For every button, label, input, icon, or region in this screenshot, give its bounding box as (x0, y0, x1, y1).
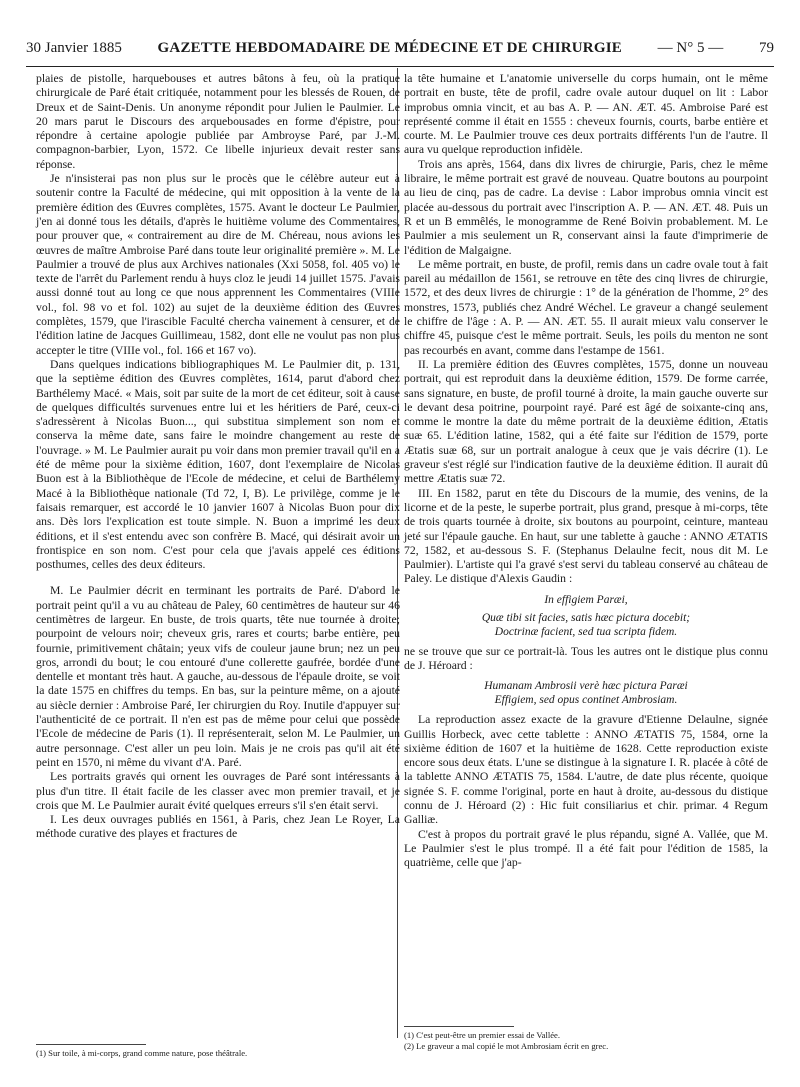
header-rule (26, 66, 774, 67)
paragraph: Dans quelques indications bibliographiques M. Le Paulmier dit, p. 131, que la septième édition des Œuvres complètes, 1614, parut d'abord chez Barthélemy Macé. « Mais, soit par suite de la mort de cet éditeur, soit à cause de quelques difficultés survenues entre lui et les héritiers de Paré, ceux-ci s'adressèrent à Nicolas Buon..., qui substitua simplement son nom et conserva la même date, sans faire le moindre changement au reste de l'ouvrage. » M. Le Paulmier aurait pu voir dans mon premier travail qu'il en a été de même pour la sixième édition, 1607, dont l'exemplaire de Nicolas Buon est à la Bibliothèque de l'Ecole de médecine, et celui de Barthélemy Macé à la Bibliothèque nationale (Td 72, I, B). Le privilège, comme je le faisais remarquer, est accordé le 10 janvier 1607 à Nicolas Buon pour dix ans. Dès lors l'explication est toute simple. N. Buon a imprimé les deux éditions, et il s'est entendu avec son confrère B. Macé, qui désirait avoir un frontispice en son nom. C'est pour cela que j'avais appelé ces éditions posthumes, celles des deux éditeurs. (36, 357, 400, 572)
paragraph: II. La première édition des Œuvres complètes, 1575, donne un nouveau portrait, qui est reproduit dans la deuxième édition, 1579. De forme carrée, sans signature, en buste, de profil tourné à droite, la main gauche ouverte sur le devant desa poitrine, pourpoint rayé. Paré est âgé de soixante-cinq ans, comme le montre la date du même portrait de la deuxième édition, Ætatis suæ 65. L'édition latine, 1582, qui a été faite sur l'édition de 1579, porte Ætatis suæ 68, sur un portrait analogue à ceux que je vais décrire (1). Le graveur s'est réglé sur l'indication fautive de la deuxième édition. Il aurait dû mettre Ætatis suæ 72. (404, 357, 768, 486)
distique-heroard (404, 679, 768, 707)
page-number: 79 (758, 40, 774, 56)
issue-number: — N° 5 — (657, 40, 724, 56)
page-header (26, 40, 774, 64)
journal-title: GAZETTE HEBDOMADAIRE DE MÉDECINE ET DE CHIRURGIE (157, 40, 622, 56)
paragraph: I. Les deux ouvrages publiés en 1561, à Paris, chez Jean Le Royer, La méthode curative des playes et fractures de (36, 813, 400, 841)
footnote: (1) Sur toile, à mi-corps, grand comme nature, pose théâtrale. (36, 1048, 248, 1058)
poem-line: Doctrinæ facient, sed tua scripta fidem. (494, 625, 678, 638)
right-column (404, 72, 768, 871)
poem-heading: In effigiem Paræi, (544, 593, 628, 606)
paragraph: C'est à propos du portrait gravé le plus répandu, signé A. Vallée, que M. Le Paulmier s'est le plus trompé. Il a été fait pour l'édition de 1585, la quatrième, celle que j'ap- (404, 827, 768, 870)
paragraph: Les portraits gravés qui ornent les ouvrages de Paré sont intéressants à plus d'un titre. Il était facile de les classer avec mon premier travail, et je crois que M. Le Paulmier aurait évité quelques erreurs s'il s'en était servi. (36, 770, 400, 812)
header-date: 30 Janvier 1885 (26, 40, 122, 56)
distique-gaudin (404, 593, 768, 639)
poem-line: Effigiem, sed opus continet Ambrosiam. (494, 694, 678, 707)
paragraph: Le même portrait, en buste, de profil, remis dans un cadre ovale tout à fait pareil au médaillon de 1561, se retrouve en tête des cinq livres de chirurgie, 1572, et des deux livres de chirurgie : 1° de la génération de l'homme, 2° des monstres, 1573, publiés chez André Wéchel. Le graveur a changé seulement le chiffre de l'âge : A. P. — AN. ÆT. 55. Il aurait mieux valu conserver le chiffre 45, puisque c'est le même portrait. Seuls, les poils du menton ne sont pas recourbés en avant, comme dans l'estampe de 1561. (404, 257, 768, 357)
poem-line: Quæ tibi sit facies, satis hæc pictura docebit; (481, 611, 691, 624)
right-footnotes (404, 1020, 768, 1052)
paragraph: Trois ans après, 1564, dans dix livres de chirurgie, Paris, chez le même libraire, le même portrait est gravé de nouveau. Quatre boutons au pourpoint au lieu de cinq, pas de cadre. La devise : Labor improbus omnia vincit est placée au-dessous du portrait avec l'inscription A. P. — AN. ÆT. 48. Puis un R et un B emmêlés, le monogramme de René Boivin probablement. M. Le Paulmier a mis seulement un R, conservant ainsi la faute d'imprimerie de l'édition de Malgaigne. (404, 157, 768, 257)
paragraph: M. Le Paulmier décrit en terminant les portraits de Paré. D'abord le portrait peint qu'il a vu au château de Paley, 60 centimètres de hauteur sur 46 centimètres de largeur. En buste, de trois quarts, tête nue tournée à droite; pourpoint de velours noir; cheveux gris, rares et courts; barbe entière, peu fournie, primitivement châtain; yeux vifs de couleur jaune brun; nez un peu gros, arrondi du bout; le cou entouré d'une collerette gaufrée, bordée d'une dentelle et montant très haut. A gauche, au-dessous de l'épaule droite, se voit la date 1575 en chiffres du temps. En bas, sur la peinture même, on a ajouté au siècle dernier : Ambroise Paré, Ier chirurgien du Roy. Inutile d'appuyer sur l'authenticité de ce portrait. Il n'en est pas de même pour celui que possède l'Ecole de médecine de Paris (1). Il représenterait, selon M. Le Paulmier, un autre personnage. C'est aller un peu loin. Mais je ne crois pas qu'il ait été peint en 1570, ni même du vivant d'A. Paré. (36, 584, 400, 769)
paragraph: Je n'insisterai pas non plus sur le procès que le célèbre auteur eut à soutenir contre la Faculté de médecine, qui mit opposition à la vente de la première édition des Œuvres complètes, 1575. Avant le docteur Le Paulmier, j'en ai donné tous les détails, d'après le huitième volume des Commentaires, pour prouver que, « contrairement au dire de M. Chéreau, nous avions les œuvres de maître Ambroise Paré dans toute leur originalité première ». M. Le Paulmier a trouvé de plus aux Archives nationales (Xxi 5058, fol. 405 vo) le texte de l'arrêt du Parlement rendu à huys cloz le jeudi 14 juillet 1575. J'avais aussi donné tout au long ce que nous apprennent les Commentaires (VIIIe vol., fol. 98 vo et fol. 102) au sujet de la deuxième édition des Œuvres complètes, 1579, que l'irascible Faculté chercha vainement à censurer, et de l'édition latine de Jacques Guillimeau, 1582, dont elle ne voulut pas non plus accepter le titre (VIIIe vol., fol. 166 et 167 vo). (36, 172, 400, 357)
paragraph: la tête humaine et L'anatomie universelle du corps humain, ont le même portrait en buste, tête de profil, cadre ovale autour duquel on lit : Labor improbus omnia vincit, et au bas A. P. — AN. ÆT. 45. Ambroise Paré est représenté comme il était en 1555 : cheveux fournis, courts, barbe entière et courte. M. Le Paulmier trouve ces deux portraits différents l'un de l'autre. Il aura vu quelque reproduction infidèle. (404, 72, 768, 157)
footnote: (1) C'est peut-être un premier essai de Vallée. (404, 1030, 561, 1040)
paragraph: III. En 1582, parut en tête du Discours de la mumie, des venins, de la licorne et de la peste, le superbe portrait, plus grand, presque à mi-corps, tête de trois quarts tournée à droite, six boutons au pourpoint, ceinture, manteau jeté sur l'épaule gauche. En haut, sur une tablette à gauche : ANNO ÆTATIS 72, 1582, et au-dessous S. F. (Stephanus Delaulne fecit, nous dit M. Le Paulmier). L'artiste qui l'a gravé s'est servi du tableau conservé au château de Paley. Le distique d'Alexis Gaudin : (404, 486, 768, 586)
poem-line: Humanam Ambrosii verè hæc pictura Paræi (484, 680, 688, 693)
left-footnotes (36, 1038, 396, 1059)
left-column (36, 72, 400, 842)
paragraph: ne se trouve que sur ce portrait-là. Tous les autres ont le distique plus connu de J. Héroard : (404, 644, 768, 672)
footnote: (2) Le graveur a mal copié le mot Ambrosiam écrit en grec. (404, 1041, 609, 1051)
paragraph: plaies de pistolle, harquebouses et autres bâtons à feu, où la pratique chirurgicale de Paré était critiquée, notamment pour les blessés de Rouen, de Dreux et de Saint-Denis. Un anonyme répondit pour Julien le Paulmier. Le 20 mars parut le Discours des arquebousades en forme d'épistre, pour répondre à certaine apologie publiée par Ambroyse Paré, par J.-M. compagnon-barbier, Lyon, 1572. Ce libelle injurieux devait rester sans réponse. (36, 72, 400, 171)
paragraph: La reproduction assez exacte de la gravure d'Etienne Delaulne, signée Guillis Horbeck, avec cette tablette : ANNO ÆTATIS 75, 1584, orne la sixième édition de 1607 et la huitième de 1628. Cette reproduction existe encore sous deux états. L'une se distingue à la signature I. R. placée à côté de la tablette ANNO ÆTATIS 75, 1584. L'autre, de date plus récente, quoique signée S. F. comme l'original, porte en haut à droite, au-dessous du distique connu de J. Héroard (2) : Hic fuit consiliarius et chir. primar. 4 Regum Galliæ. (404, 713, 768, 827)
